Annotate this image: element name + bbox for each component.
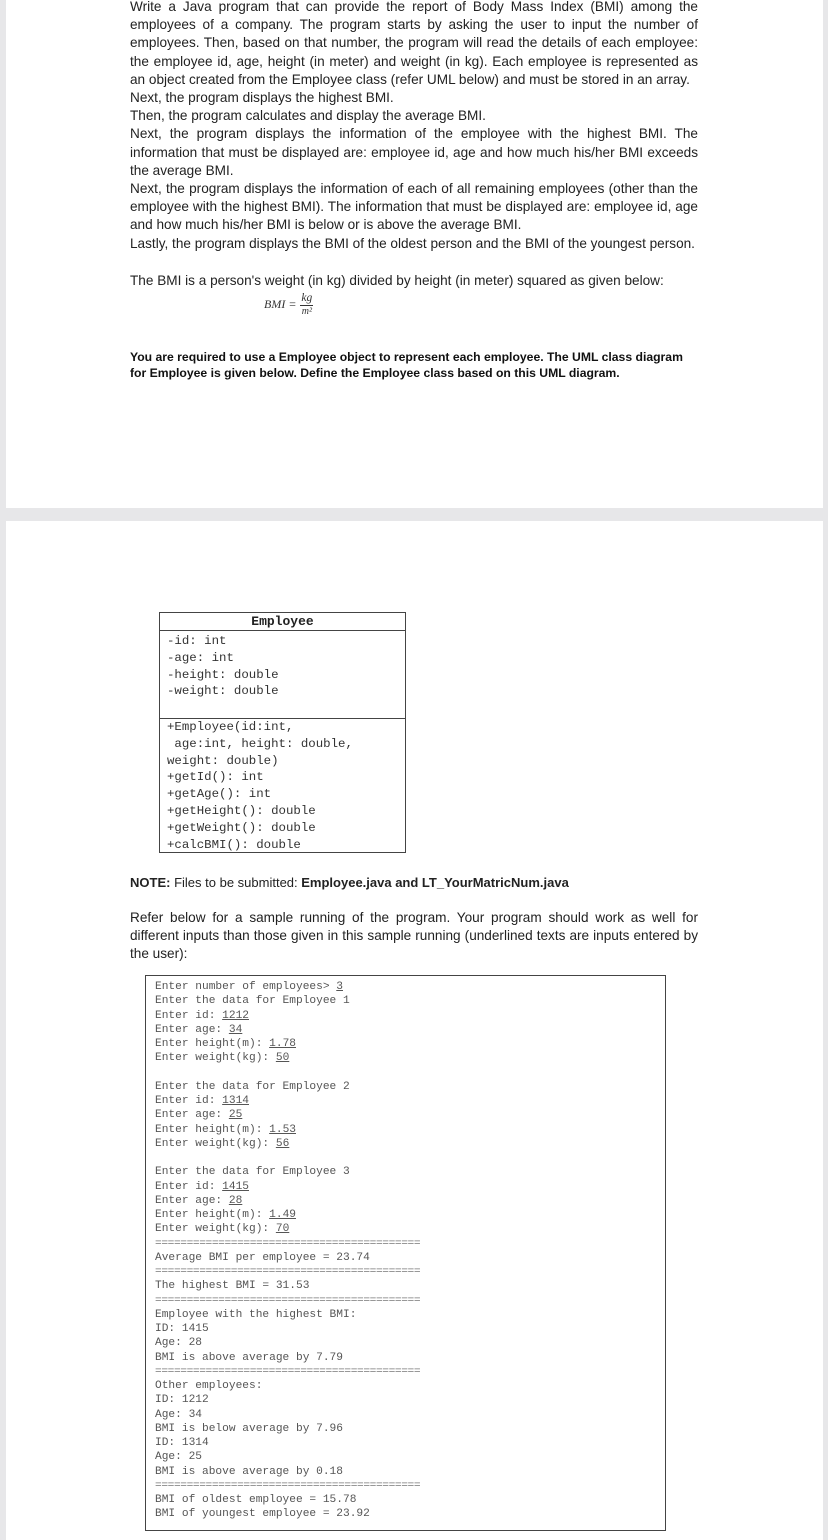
console-output: Enter weight(kg): <box>155 1223 276 1236</box>
uml-attribute: -height: double <box>167 667 279 682</box>
console-separator: ========================================== <box>155 1237 421 1250</box>
console-line <box>155 1507 665 1521</box>
formula-numerator: kg <box>301 292 313 304</box>
console-output: Enter the data for Employee 3 <box>155 1166 350 1179</box>
intro-step-highest-info: Next, the program displays the information of the employee with the highest BMI. The information that must be displayed are: employee id, age and how much his/her BMI exceeds the average BMI. <box>130 126 698 178</box>
note-text: Files to be submitted: <box>174 875 298 890</box>
submission-note <box>130 874 698 892</box>
uml-method: +getId(): int <box>167 770 264 785</box>
formula-lhs: BMI = <box>264 297 297 311</box>
sample-run-console <box>145 975 666 1531</box>
requirement-text: You are required to use a Employee object to represent each employee. The UML class diagram for Employee is given below. Define the Employee class based on this UML diagram. <box>130 350 683 380</box>
console-user-input: 1.49 <box>269 1209 296 1222</box>
console-user-input: 1.53 <box>269 1123 296 1136</box>
formula-denominator: m² <box>301 306 312 317</box>
console-line <box>155 1393 665 1407</box>
uml-class-diagram <box>159 612 406 853</box>
intro-paragraph: Write a Java program that can provide the report of Body Mass Index (BMI) among the employees of a company. The program starts by asking the user to input the number of employees. Then, based on that number, the program will read the details of each employee: the employee id, age, height (in meter) and weight (in kg). Each employee is represented as an object created from the Employee class (refer UML below) and must be stored in an array. <box>130 0 698 87</box>
console-output: BMI is above average by 0.18 <box>155 1465 343 1478</box>
intro-step-oldest-youngest: Lastly, the program displays the BMI of the oldest person and the BMI of the youngest person. <box>130 235 695 251</box>
sample-run-intro: Refer below for a sample running of the program. Your program should work as well for different inputs than those given in this sample running (underlined texts are inputs entered by the user): <box>130 910 698 962</box>
document-page-1 <box>6 0 823 508</box>
console-line <box>155 1336 665 1350</box>
console-output: ID: 1212 <box>155 1394 209 1407</box>
console-user-input: 1.78 <box>269 1038 296 1050</box>
console-line <box>155 1023 665 1037</box>
uml-method: +getWeight(): double <box>167 820 316 835</box>
console-line <box>155 1279 665 1293</box>
console-output: The highest BMI = 31.53 <box>155 1280 310 1293</box>
bmi-definition: The BMI is a person's weight (in kg) divided by height (in meter) squared as given below: <box>130 273 664 288</box>
console-line <box>155 1137 665 1151</box>
console-user-input: 34 <box>228 1023 243 1036</box>
console-line <box>155 1094 665 1108</box>
console-line <box>155 1322 665 1336</box>
console-output: BMI of youngest employee = 23.92 <box>155 1508 370 1521</box>
console-output: ID: 1415 <box>155 1323 209 1336</box>
console-output: ID: 1314 <box>155 1437 209 1450</box>
console-line <box>155 980 665 994</box>
console-line <box>155 1351 665 1365</box>
uml-method: +Employee(id:int, <box>167 720 294 734</box>
console-output: Employee with the highest BMI: <box>155 1308 357 1321</box>
console-line <box>155 1379 665 1393</box>
console-output: Enter number of employees> <box>155 981 337 993</box>
uml-method: +calcBMI(): double <box>167 837 301 852</box>
console-output: Enter weight(kg): <box>155 1137 276 1150</box>
formula-fraction <box>300 292 313 317</box>
console-line <box>155 1422 665 1436</box>
uml-attributes <box>160 631 405 719</box>
console-separator: ========================================== <box>155 1479 421 1492</box>
uml-method: age:int, height: double, <box>167 736 353 751</box>
document-page-2 <box>6 521 823 1540</box>
uml-methods <box>160 719 405 853</box>
console-blank-line <box>155 1066 665 1080</box>
problem-description <box>130 0 698 253</box>
uml-method: +getHeight(): double <box>167 803 316 818</box>
intro-step-remaining-info: Next, the program displays the information of each of all remaining employees (other than the employee with the highest BMI). The information that must be displayed are: employee id, age and how much his/her BMI is below or is above the average BMI. <box>130 181 698 233</box>
console-separator: ========================================== <box>155 1294 421 1307</box>
console-output: Average BMI per employee = 23.74 <box>155 1251 370 1264</box>
console-output: Enter id: <box>155 1180 223 1193</box>
console-output: Enter id: <box>155 1095 223 1108</box>
console-output: Enter age: <box>155 1194 229 1207</box>
console-output: BMI is above average by 7.79 <box>155 1351 343 1364</box>
uml-class-name: Employee <box>160 613 405 631</box>
console-line <box>155 1308 665 1322</box>
intro-step-highest-bmi: Next, the program displays the highest BMI. <box>130 90 394 106</box>
console-line <box>155 1251 665 1265</box>
console-output: Age: 25 <box>155 1451 202 1464</box>
console-user-input: 50 <box>275 1052 290 1065</box>
note-label: NOTE: <box>130 875 171 890</box>
console-output: Enter id: <box>155 1009 223 1022</box>
console-line <box>155 1180 665 1194</box>
console-line <box>155 1436 665 1450</box>
console-line <box>155 1408 665 1422</box>
console-output: Enter height(m): <box>155 1123 270 1136</box>
console-user-input: 56 <box>275 1137 290 1150</box>
console-line <box>155 1493 665 1507</box>
console-user-input: 25 <box>228 1109 243 1122</box>
console-output: BMI is below average by 7.96 <box>155 1422 343 1435</box>
console-output: Other employees: <box>155 1380 263 1393</box>
console-line <box>155 1037 665 1051</box>
console-line <box>155 1009 665 1023</box>
console-output: Enter weight(kg): <box>155 1052 276 1065</box>
console-output: Enter height(m): <box>155 1209 270 1222</box>
console-line <box>155 1450 665 1464</box>
console-output: Enter the data for Employee 2 <box>155 1080 350 1093</box>
bmi-formula <box>264 292 313 317</box>
console-user-input: 1212 <box>222 1009 249 1022</box>
console-user-input: 28 <box>228 1194 243 1207</box>
console-line <box>155 1208 665 1222</box>
console-line <box>155 1108 665 1122</box>
console-line <box>155 1194 665 1208</box>
console-user-input: 1415 <box>222 1180 249 1193</box>
console-user-input: 70 <box>275 1223 290 1236</box>
console-output: Age: 34 <box>155 1408 202 1421</box>
console-output: Enter age: <box>155 1023 229 1036</box>
console-user-input: 3 <box>336 981 343 993</box>
console-output: Enter height(m): <box>155 1038 270 1050</box>
console-user-input: 1314 <box>222 1095 249 1108</box>
console-line <box>155 1165 665 1179</box>
console-line <box>155 994 665 1008</box>
intro-step-average-bmi: Then, the program calculates and display the average BMI. <box>130 108 486 124</box>
console-line <box>155 1222 665 1236</box>
console-separator: ========================================== <box>155 1365 421 1378</box>
uml-method: weight: double) <box>167 753 279 768</box>
console-output: Enter the data for Employee 1 <box>155 995 350 1008</box>
note-files: Employee.java and LT_YourMatricNum.java <box>301 875 569 890</box>
uml-method: +getAge(): int <box>167 787 272 802</box>
console-output: Enter age: <box>155 1109 229 1122</box>
console-separator: ========================================== <box>155 1266 421 1279</box>
console-line <box>155 1465 665 1479</box>
console-line <box>155 1123 665 1137</box>
uml-attribute: -weight: double <box>167 684 279 699</box>
console-output: BMI of oldest employee = 15.78 <box>155 1494 357 1507</box>
uml-attribute: -age: int <box>167 650 234 665</box>
console-blank-line <box>155 1151 665 1165</box>
uml-attribute: -id: int <box>167 634 227 648</box>
console-line <box>155 1051 665 1065</box>
console-output: Age: 28 <box>155 1337 202 1350</box>
console-line <box>155 1080 665 1094</box>
